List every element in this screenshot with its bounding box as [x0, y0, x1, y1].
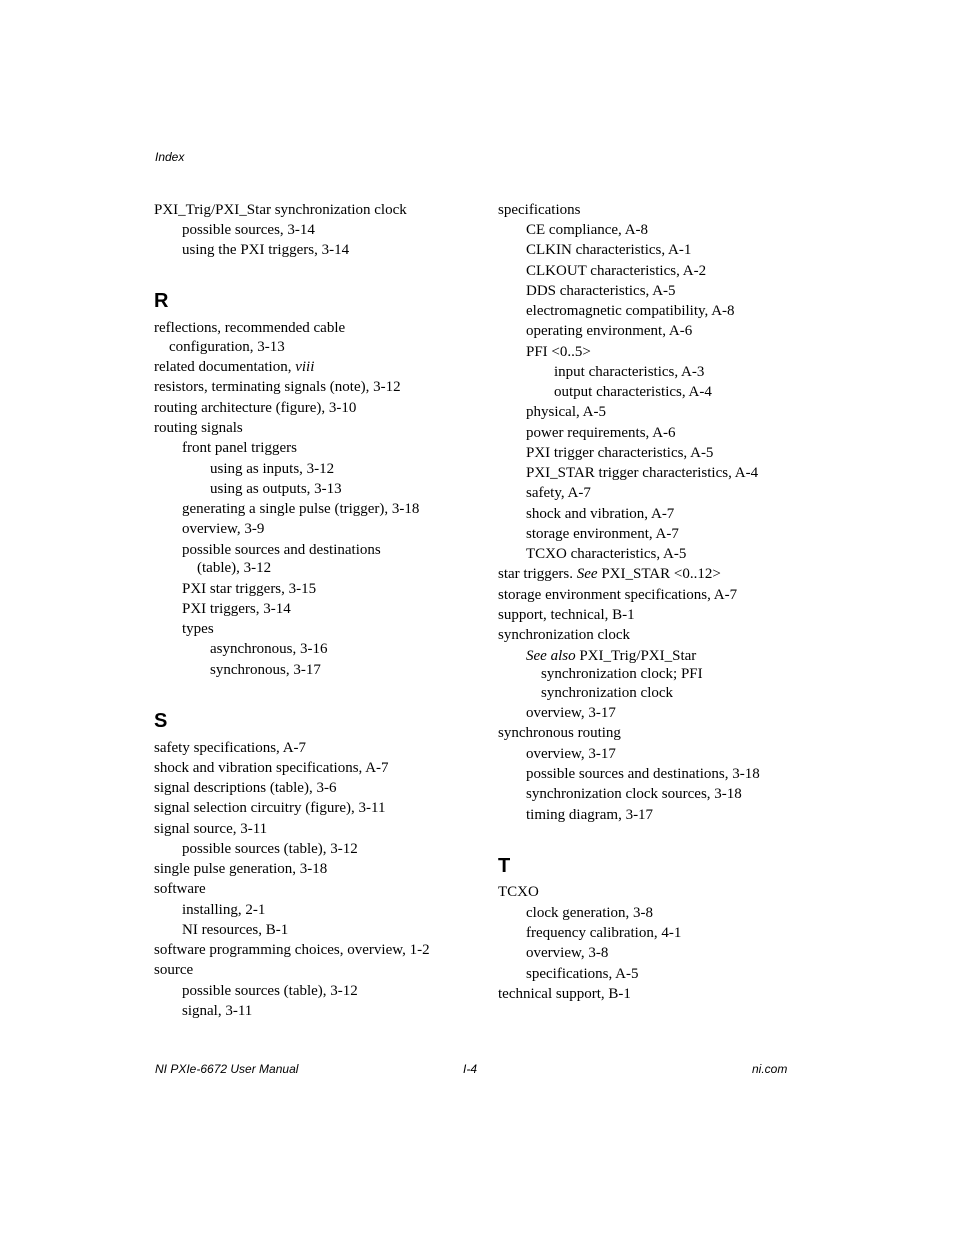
index-entry-wrap: configuration, 3-13	[169, 339, 285, 355]
index-subsubentry: using as outputs, 3-13	[210, 481, 342, 497]
index-subsubentry: input characteristics, A-3	[554, 364, 705, 380]
see-also-reference: See also	[526, 648, 576, 664]
index-entry: synchronous routing	[498, 725, 621, 741]
index-subentry: possible sources, 3-14	[182, 222, 315, 238]
index-subsubentry: using as inputs, 3-12	[210, 461, 335, 477]
index-entry: TCXO	[498, 884, 539, 900]
index-entry: single pulse generation, 3-18	[154, 861, 328, 877]
index-subentry: signal, 3-11	[182, 1003, 253, 1019]
index-subentry: PFI <0..5>	[526, 344, 591, 360]
page-ref: viii	[295, 359, 315, 375]
entry-text: related documentation,	[154, 359, 296, 375]
index-subentry: PXI triggers, 3-14	[182, 601, 291, 617]
index-subentry: possible sources and destinations	[182, 542, 381, 558]
index-entry: routing architecture (figure), 3-10	[154, 400, 357, 416]
index-subentry: overview, 3-17	[526, 746, 616, 762]
index-subentry: clock generation, 3-8	[526, 905, 654, 921]
index-subsubentry: synchronous, 3-17	[210, 662, 321, 678]
section-letter-s: S	[154, 710, 168, 732]
section-letter-t: T	[498, 855, 511, 877]
index-subentry: specifications, A-5	[526, 966, 639, 982]
index-subentry: CE compliance, A-8	[526, 222, 649, 238]
index-entry: specifications	[498, 202, 581, 218]
index-entry	[154, 357, 314, 377]
index-subentry: using the PXI triggers, 3-14	[182, 242, 350, 258]
index-subentry: PXI star triggers, 3-15	[182, 581, 317, 597]
index-subentry-wrap: synchronization clock	[541, 685, 674, 701]
index-subentry: electromagnetic compatibility, A-8	[526, 303, 735, 319]
index-subentry: synchronization clock sources, 3-18	[526, 786, 742, 802]
index-entry: signal selection circuitry (figure), 3-11	[154, 800, 386, 816]
index-subentry: PXI_STAR trigger characteristics, A-4	[526, 465, 759, 481]
index-subentry: frequency calibration, 4-1	[526, 925, 682, 941]
footer-manual-title: NI PXIe-6672 User Manual	[155, 1062, 299, 1076]
index-subentry: possible sources (table), 3-12	[182, 983, 358, 999]
index-subentry: overview, 3-9	[182, 521, 265, 537]
index-subentry: possible sources and destinations, 3-18	[526, 766, 760, 782]
cross-reference: PXI_Trig/PXI_Star	[575, 648, 697, 664]
index-entry: technical support, B-1	[498, 986, 631, 1002]
index-subentry: generating a single pulse (trigger), 3-18	[182, 501, 420, 517]
index-entry: signal descriptions (table), 3-6	[154, 780, 337, 796]
index-subentry: operating environment, A-6	[526, 323, 693, 339]
index-subentry: possible sources (table), 3-12	[182, 841, 358, 857]
entry-text: star triggers.	[498, 566, 577, 582]
index-subentry: overview, 3-8	[526, 945, 609, 961]
index-entry: safety specifications, A-7	[154, 740, 307, 756]
index-subentry: CLKIN characteristics, A-1	[526, 242, 692, 258]
index-subentry: DDS characteristics, A-5	[526, 283, 676, 299]
index-subentry-wrap: (table), 3-12	[197, 560, 272, 576]
index-subentry: PXI trigger characteristics, A-5	[526, 445, 714, 461]
index-entry: PXI_Trig/PXI_Star synchronization clock	[154, 202, 407, 218]
index-entry: software	[154, 881, 206, 897]
index-subentry: TCXO characteristics, A-5	[526, 546, 687, 562]
index-entry: routing signals	[154, 420, 243, 436]
index-subentry: installing, 2-1	[182, 902, 266, 918]
running-header: Index	[155, 150, 185, 164]
index-entry: support, technical, B-1	[498, 607, 635, 623]
index-subentry: front panel triggers	[182, 440, 297, 456]
index-subentry-wrap: synchronization clock; PFI	[541, 666, 703, 682]
index-subentry: CLKOUT characteristics, A-2	[526, 263, 707, 279]
index-entry: synchronization clock	[498, 627, 631, 643]
index-entry	[498, 564, 721, 584]
footer-website: ni.com	[752, 1062, 788, 1076]
index-subentry: storage environment, A-7	[526, 526, 679, 542]
index-subentry: types	[182, 621, 214, 637]
index-subentry: shock and vibration, A-7	[526, 506, 675, 522]
see-reference: See	[576, 566, 598, 582]
cross-reference: PXI_STAR <0..12>	[597, 566, 721, 582]
index-subsubentry: asynchronous, 3-16	[210, 641, 328, 657]
index-entry: storage environment specifications, A-7	[498, 587, 738, 603]
index-subentry: timing diagram, 3-17	[526, 807, 654, 823]
index-entry: resistors, terminating signals (note), 3-12	[154, 379, 401, 395]
footer-page-number: I-4	[463, 1062, 478, 1076]
index-entry: software programming choices, overview, 1-2	[154, 942, 430, 958]
index-subentry	[498, 646, 696, 666]
index-subentry: power requirements, A-6	[526, 425, 676, 441]
index-entry: source	[154, 962, 194, 978]
index-subentry: physical, A-5	[526, 404, 606, 420]
index-entry: reflections, recommended cable	[154, 320, 346, 336]
index-subentry: NI resources, B-1	[182, 922, 289, 938]
index-entry: shock and vibration specifications, A-7	[154, 760, 389, 776]
section-letter-r: R	[154, 290, 169, 312]
index-subsubentry: output characteristics, A-4	[554, 384, 712, 400]
index-entry: signal source, 3-11	[154, 821, 268, 837]
index-subentry: safety, A-7	[526, 485, 591, 501]
index-subentry: overview, 3-17	[526, 705, 616, 721]
